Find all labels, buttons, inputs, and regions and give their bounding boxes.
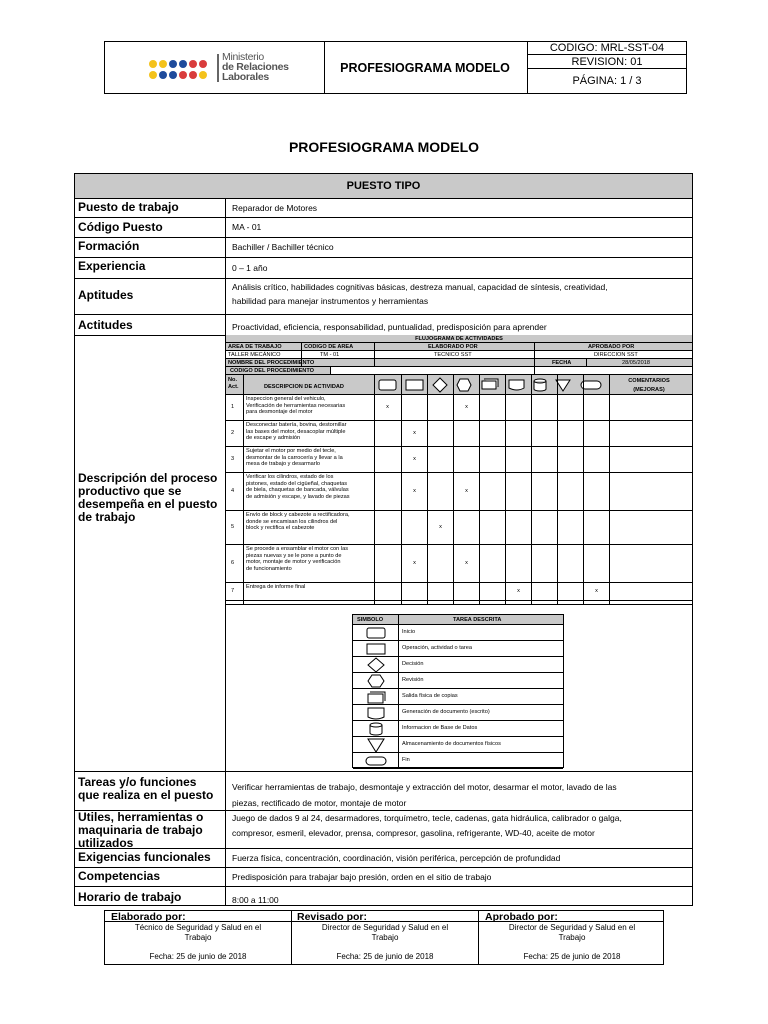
activity-description xyxy=(246,474,374,500)
activity-description xyxy=(246,422,374,442)
flow-area-header: AREA DE TRABAJO xyxy=(228,344,282,350)
activity-mark: x xyxy=(465,404,468,410)
aptitudes-value-line-2: habilidad para manejar instrumentos y herramientas xyxy=(232,296,429,306)
almacenamiento-icon xyxy=(358,737,394,753)
base-datos-icon xyxy=(358,721,394,737)
activity-number: 6 xyxy=(231,560,235,566)
logo-dot xyxy=(199,60,207,68)
activity-number: 2 xyxy=(231,430,235,436)
logo-dot xyxy=(159,71,167,79)
flow-no-act-header: No. Act. xyxy=(228,377,239,390)
activity-description-line: de biela, chaquetas de bancada, válvulas xyxy=(246,487,349,494)
flow-codigo-area-value: TM - 01 xyxy=(320,352,340,358)
logo-dot xyxy=(179,60,187,68)
utiles-label: Utiles, herramientas o maquinaria de trabajo utilizados xyxy=(78,810,204,850)
header-codigo: CODIGO: MRL-SST-04 xyxy=(528,42,686,55)
legend-row xyxy=(353,721,563,737)
legend-label: Salida física de copias xyxy=(402,693,458,699)
documento-icon xyxy=(509,380,524,390)
legend-label: Decisión xyxy=(402,661,424,667)
activity-description-line: Verificar los cilindros, estado de los xyxy=(246,474,334,480)
tareas-value-line-1: Verificar herramientas de trabajo, desmontaje y extracción del motor, desarmar el motor, lavado de las xyxy=(232,782,617,792)
tareas-label: Tareas y/o funciones que realiza en el puesto xyxy=(78,775,214,802)
logo-line-1: Ministerio xyxy=(222,51,264,63)
salida-copias-icon xyxy=(358,689,394,705)
activity-description-line: Inspeccion general del vehiculo, xyxy=(246,396,326,402)
activity-mark: x xyxy=(413,430,416,436)
logo-dot xyxy=(179,71,187,79)
decision-icon xyxy=(358,657,394,673)
legend-row xyxy=(353,657,563,673)
documento-icon xyxy=(358,705,394,721)
activity-row xyxy=(226,545,692,583)
activity-description-line: piezas nuevas y se le pone a punto de xyxy=(246,552,342,559)
ministry-logo xyxy=(145,52,325,86)
activity-description xyxy=(246,584,374,591)
activity-mark: x xyxy=(595,588,598,594)
flow-codigo-procedimiento: CODIGO DEL PROCEDIMIENTO xyxy=(230,368,315,374)
activity-row xyxy=(226,583,692,601)
header-pagina: PÁGINA: 1 / 3 xyxy=(572,75,642,87)
flow-aprobado-value: DIRECCION SST xyxy=(594,352,638,358)
actitudes-label: Actitudes xyxy=(78,318,133,332)
flow-elaborado-value: TECNICO SST xyxy=(434,352,472,358)
activity-description-line: pistones, estado del cigüeñal, chaquetas xyxy=(246,480,348,487)
activity-mark: x xyxy=(439,524,442,530)
elaborado-header: Elaborado por: xyxy=(111,911,186,923)
activity-description xyxy=(246,396,374,416)
activity-row xyxy=(226,395,692,421)
revisado-role-line-1: Director de Seguridad y Salud en el xyxy=(321,923,449,932)
flow-elaborado-header: ELABORADO POR xyxy=(428,344,478,350)
legend-tarea-header: TAREA DESCRITA xyxy=(453,617,502,623)
logo-dot xyxy=(189,71,197,79)
legend-row xyxy=(353,673,563,689)
inicio-icon xyxy=(379,380,396,390)
experiencia-label: Experiencia xyxy=(78,259,146,273)
legend-label: Revisión xyxy=(402,677,424,683)
legend-table xyxy=(352,614,564,768)
activity-description-line: Envío de block y cabezote a rectificadora, xyxy=(246,512,350,518)
operacion-icon xyxy=(358,641,394,657)
exigencias-value: Fuerza física, concentración, coordinación, visión periférica, percepción de profundidad xyxy=(232,853,561,863)
signatures-table xyxy=(104,910,664,965)
puesto-value: Reparador de Motores xyxy=(232,203,318,213)
salida-copias-icon xyxy=(482,379,498,389)
legend-row xyxy=(353,737,563,753)
activity-description-line: de funcionamiento xyxy=(246,565,292,572)
activity-row xyxy=(226,421,692,447)
activity-row xyxy=(226,447,692,473)
flow-descripcion-header: DESCRIPCION DE ACTIVIDAD xyxy=(264,384,344,390)
logo-line-3: Laborales xyxy=(222,71,269,83)
aptitudes-value-line-1: Análisis crítico, habilidades cognitivas básicas, destreza manual, capacidad de síntesis, creatividad, xyxy=(232,282,608,292)
logo-dot xyxy=(149,60,157,68)
legend-label: Operación, actividad o tarea xyxy=(402,645,472,651)
activity-description-line: Entrega de informe final xyxy=(246,584,306,590)
logo-line-2: de Relaciones xyxy=(222,61,289,73)
activity-description xyxy=(246,512,374,532)
revisado-role-line-2: Trabajo xyxy=(371,933,399,942)
fin-icon xyxy=(358,753,394,769)
activity-mark: x xyxy=(517,588,520,594)
revisado-header: Revisado por: xyxy=(297,911,368,923)
horario-label: Horario de trabajo xyxy=(78,890,182,904)
activity-description-line: para desmontaje del motor xyxy=(246,409,313,416)
revision-icon xyxy=(457,379,471,391)
base-datos-icon xyxy=(534,379,546,391)
flow-symbol-header xyxy=(374,375,614,395)
activity-number: 7 xyxy=(231,588,235,594)
logo-text xyxy=(222,52,289,82)
activity-description-line: donde se encamisan los cilindros del xyxy=(246,518,338,525)
flow-aprobado-header: APROBADO POR xyxy=(588,344,635,350)
activity-description-line: las bases del motor, desacoplar múltiple xyxy=(246,428,346,435)
logo-dot xyxy=(159,60,167,68)
flow-nombre-procedimiento: NOMBRE DEL PROCEDIMIENTO xyxy=(228,360,315,366)
activity-description xyxy=(246,546,374,572)
revisado-fecha: Fecha: 25 de junio de 2018 xyxy=(336,952,434,961)
activity-description-line: desmontar de la carrocería y llevar a la xyxy=(246,454,343,461)
activity-row xyxy=(226,473,692,511)
legend-row xyxy=(353,641,563,657)
activity-description-line: Sujetar el motor por medio del tecle, xyxy=(246,448,336,454)
logo-dot xyxy=(149,71,157,79)
legend-label: Generación de documento (escrito) xyxy=(402,709,490,715)
header-doc-title: PROFESIOGRAMA MODELO xyxy=(340,61,510,75)
activity-description-line: Verificación de herramientas necesarias xyxy=(246,402,346,409)
activity-mark: x xyxy=(413,456,416,462)
decision-icon xyxy=(433,378,447,392)
activity-description-line: mesa de trabajo y desarmarlo xyxy=(246,461,320,468)
tareas-value-line-2: piezas, rectificado de motor, montaje de motor xyxy=(232,798,407,808)
legend-label: Informacion de Base de Datos xyxy=(402,725,478,731)
logo-dot xyxy=(199,71,207,79)
inicio-icon xyxy=(358,625,394,641)
flow-title: FLUJOGRAMA DE ACTIVIDADES xyxy=(226,335,692,343)
legend-row xyxy=(353,705,563,721)
header-revision: REVISION: 01 xyxy=(528,55,686,69)
document-header xyxy=(104,41,687,94)
activity-number: 5 xyxy=(231,524,235,530)
revision-icon xyxy=(358,673,394,689)
descripcion-label: Descripción del proceso productivo que se desempeña en el puesto de trabajo xyxy=(78,471,218,524)
utiles-value-line-1: Juego de dados 9 al 24, desarmadores, torquímetro, tecle, cadenas, gata hidráulica, calibrador o galga, xyxy=(232,813,622,823)
aprobado-role-line-2: Trabajo xyxy=(558,933,586,942)
elaborado-role-line-2: Trabajo xyxy=(184,933,212,942)
section-title: PUESTO TIPO xyxy=(75,174,692,199)
activity-number: 1 xyxy=(231,404,235,410)
fin-icon xyxy=(581,381,601,389)
activity-mark: x xyxy=(386,404,389,410)
activity-number: 4 xyxy=(231,488,235,494)
legend-label: Almacenamiento de documentos físicos xyxy=(402,741,501,747)
legend-row xyxy=(353,753,563,769)
actitudes-value: Proactividad, eficiencia, responsabilidad, puntualidad, predisposición para aprender xyxy=(232,322,547,332)
legend-row xyxy=(353,625,563,641)
legend-row xyxy=(353,689,563,705)
activity-description-line: de admisión y escape, y lavado de piezas xyxy=(246,493,350,500)
activity-row xyxy=(226,511,692,545)
aprobado-header: Aprobado por: xyxy=(485,911,558,923)
activity-description xyxy=(246,448,374,468)
main-table xyxy=(74,173,693,906)
experiencia-value: 0 – 1 año xyxy=(232,263,268,273)
aprobado-fecha: Fecha: 25 de junio de 2018 xyxy=(523,952,621,961)
flowchart-table xyxy=(225,335,692,605)
logo-dots-icon xyxy=(147,56,217,84)
utiles-value-line-2: compresor, esmeril, elevador, prensa, compresor, gasolina, refrigerante, WD-40, aceite de motor xyxy=(232,828,595,838)
logo-dot xyxy=(169,71,177,79)
legend-simbolo-header: SIMBOLO xyxy=(357,617,384,623)
exigencias-label: Exigencias funcionales xyxy=(78,850,211,864)
activity-description-line: Desconectar batería, bovina, destornillar xyxy=(246,422,347,428)
page-title: PROFESIOGRAMA MODELO xyxy=(288,139,480,155)
flow-codigo-area-header: CODIGO DE AREA xyxy=(304,344,354,350)
activity-mark: x xyxy=(465,488,468,494)
aprobado-role-line-1: Director de Seguridad y Salud en el xyxy=(508,923,636,932)
codigo-puesto-value: MA - 01 xyxy=(232,222,262,232)
flow-fecha-value: 28/05/2018 xyxy=(622,360,650,366)
competencias-value: Predisposición para trabajar bajo presión, orden en el sitio de trabajo xyxy=(232,872,492,882)
activity-mark: x xyxy=(465,560,468,566)
competencias-label: Competencias xyxy=(78,869,161,883)
logo-dot xyxy=(169,60,177,68)
activity-description-line: block y rectifica el cabezote xyxy=(246,525,315,532)
formacion-label: Formación xyxy=(78,239,140,253)
almacenamiento-icon xyxy=(556,380,570,391)
legend-label: Inicio xyxy=(402,629,416,635)
formacion-value: Bachiller / Bachiller técnico xyxy=(232,242,334,252)
aptitudes-label: Aptitudes xyxy=(78,288,134,302)
flow-fecha-header: FECHA xyxy=(552,360,572,366)
puesto-label: Puesto de trabajo xyxy=(78,200,179,214)
codigo-puesto-label: Código Puesto xyxy=(78,220,163,234)
legend-label: Fin xyxy=(402,757,410,763)
horario-value: 8:00 a 11:00 xyxy=(232,895,279,905)
logo-dot xyxy=(189,60,197,68)
flow-area-value: TALLER MECÁNICO xyxy=(228,352,281,358)
elaborado-fecha: Fecha: 25 de junio de 2018 xyxy=(149,952,247,961)
flow-comentarios-header: COMENTARIOS (MEJORAS) xyxy=(628,378,670,393)
activity-number: 3 xyxy=(231,456,235,462)
activity-description-line: Se procede a ensamblar el motor con las xyxy=(246,546,348,552)
elaborado-role-line-1: Técnico de Seguridad y Salud en el xyxy=(134,923,262,932)
activity-mark: x xyxy=(413,488,416,494)
operacion-icon xyxy=(406,380,423,390)
activity-description-line: de escape y admisión xyxy=(246,435,301,442)
activity-description-line: motor, montaje de motor y verificación xyxy=(246,559,341,566)
activity-mark: x xyxy=(413,560,416,566)
